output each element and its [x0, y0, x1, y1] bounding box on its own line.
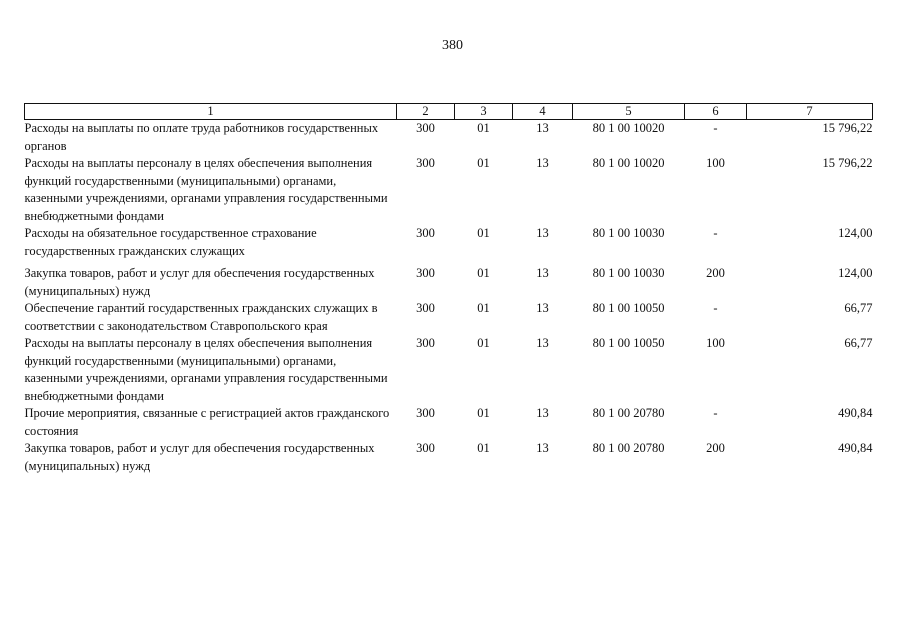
row-subsection: 13 — [536, 406, 549, 420]
row-subsection: 13 — [536, 301, 549, 315]
row-code: 300 — [416, 121, 435, 135]
header-row — [25, 104, 873, 120]
row-amount: 124,00 — [838, 226, 873, 240]
row-code: 300 — [416, 336, 435, 350]
table-row — [25, 300, 873, 335]
table-row — [25, 225, 873, 260]
row-expense-type: 200 — [706, 266, 725, 280]
row-amount: 15 796,22 — [822, 121, 873, 135]
row-code: 300 — [416, 266, 435, 280]
row-description: Расходы на выплаты по оплате труда работников государственных органов — [24, 121, 379, 153]
table-row — [25, 440, 873, 475]
row-expense-type: - — [713, 301, 718, 315]
row-section: 01 — [477, 336, 490, 350]
row-target-article: 80 1 00 10050 — [592, 301, 665, 315]
row-description: Расходы на выплаты персоналу в целях обеспечения выполнения функций государственными (муниципальными) органами, казенными учреждениями, органами управления государственными внебюджетными фондами — [24, 156, 388, 223]
row-section: 01 — [477, 156, 490, 170]
row-subsection: 13 — [536, 156, 549, 170]
row-description: Закупка товаров, работ и услуг для обеспечения государственных (муниципальных) нужд — [24, 441, 375, 473]
row-target-article: 80 1 00 10020 — [592, 121, 665, 135]
row-amount: 15 796,22 — [822, 156, 873, 170]
row-subsection: 13 — [536, 441, 549, 455]
column-header: 3 — [455, 104, 513, 120]
row-target-article: 80 1 00 10020 — [592, 156, 665, 170]
row-section: 01 — [477, 226, 490, 240]
row-target-article: 80 1 00 10050 — [592, 336, 665, 350]
table-row — [25, 335, 873, 405]
row-code: 300 — [416, 301, 435, 315]
row-target-article: 80 1 00 10030 — [592, 226, 665, 240]
row-amount: 490,84 — [838, 406, 873, 420]
row-amount: 124,00 — [838, 266, 873, 280]
row-amount: 66,77 — [844, 301, 873, 315]
row-description: Обеспечение гарантий государственных гражданских служащих в соответствии с законодательством Ставропольского края — [24, 301, 378, 333]
row-description: Прочие мероприятия, связанные с регистрацией актов гражданского состояния — [24, 406, 390, 438]
row-target-article: 80 1 00 10030 — [592, 266, 665, 280]
page-number: 380 — [442, 38, 463, 53]
row-description: Закупка товаров, работ и услуг для обеспечения государственных (муниципальных) нужд — [24, 266, 375, 298]
row-section: 01 — [477, 121, 490, 135]
column-header: 5 — [573, 104, 685, 120]
row-code: 300 — [416, 406, 435, 420]
row-section: 01 — [477, 301, 490, 315]
row-subsection: 13 — [536, 336, 549, 350]
row-expense-type: - — [713, 406, 718, 420]
column-header: 6 — [685, 104, 747, 120]
row-amount: 66,77 — [844, 336, 873, 350]
row-expense-type: 100 — [706, 156, 725, 170]
row-code: 300 — [416, 156, 435, 170]
table-row — [25, 155, 873, 225]
row-section: 01 — [477, 441, 490, 455]
row-code: 300 — [416, 441, 435, 455]
budget-table — [24, 103, 873, 475]
row-expense-type: 200 — [706, 441, 725, 455]
row-expense-type: - — [713, 226, 718, 240]
row-expense-type: 100 — [706, 336, 725, 350]
row-description: Расходы на обязательное государственное страхование государственных гражданских служащих — [24, 226, 317, 258]
row-section: 01 — [477, 266, 490, 280]
row-subsection: 13 — [536, 121, 549, 135]
row-target-article: 80 1 00 20780 — [592, 406, 665, 420]
row-subsection: 13 — [536, 226, 549, 240]
row-amount: 490,84 — [838, 441, 873, 455]
column-header: 1 — [25, 104, 397, 120]
row-code: 300 — [416, 226, 435, 240]
row-description: Расходы на выплаты персоналу в целях обеспечения выполнения функций государственными (муниципальными) органами, казенными учреждениями, органами управления государственными внебюджетными фондами — [24, 336, 388, 403]
row-subsection: 13 — [536, 266, 549, 280]
column-header: 7 — [747, 104, 873, 120]
table-row — [25, 120, 873, 156]
table-row — [25, 405, 873, 440]
row-target-article: 80 1 00 20780 — [592, 441, 665, 455]
table-row — [25, 260, 873, 300]
row-expense-type: - — [713, 121, 718, 135]
row-section: 01 — [477, 406, 490, 420]
column-header: 4 — [513, 104, 573, 120]
column-header: 2 — [397, 104, 455, 120]
